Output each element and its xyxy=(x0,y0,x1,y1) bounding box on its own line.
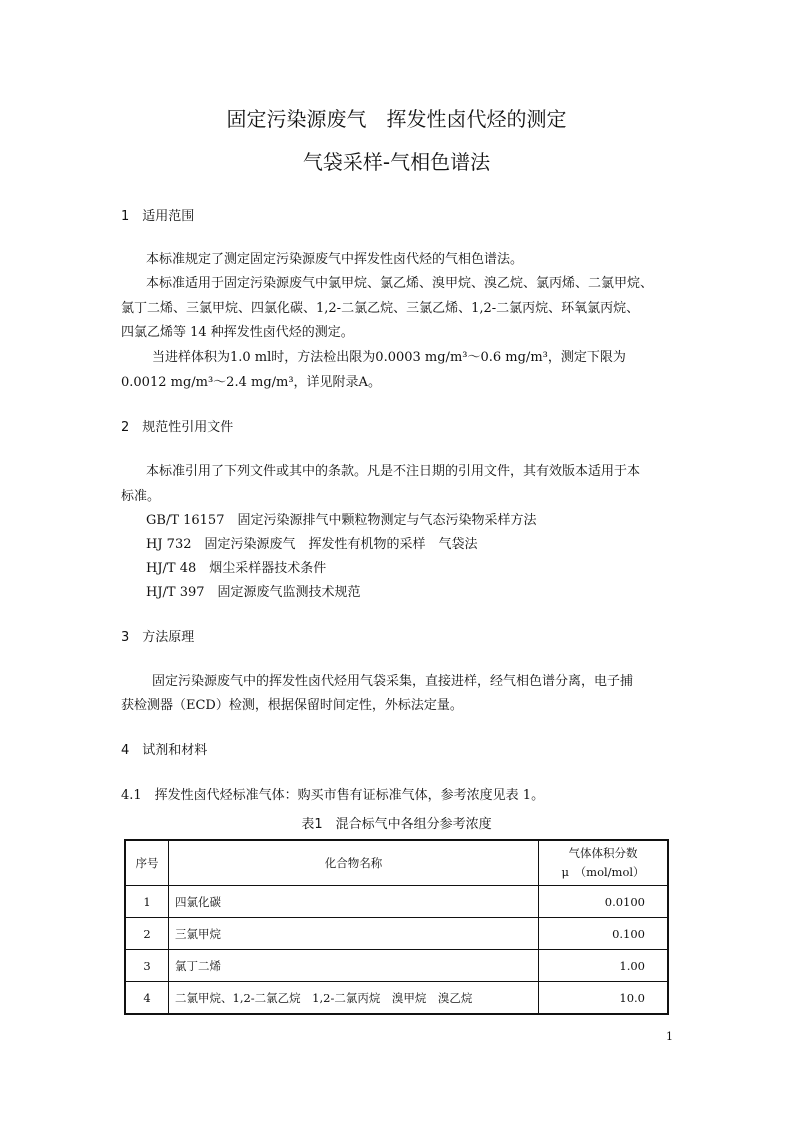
document-subtitle: 气袋采样-气相色谱法 xyxy=(302,150,491,174)
paragraph: 当进样体积为1.0 ml时，方法检出限为0.0003 mg/m³～0.6 mg/m³，测定下限为 xyxy=(152,350,626,365)
table-caption: 表1 混合标气中各组分参考浓度 xyxy=(301,817,492,832)
cell-no: 2 xyxy=(125,918,169,950)
cell-value: 0.100 xyxy=(539,918,669,950)
header-name: 化合物名称 xyxy=(169,840,539,886)
cell-no: 3 xyxy=(125,950,169,982)
table-header-row xyxy=(125,840,668,886)
section-heading-reagents: 4 试剂和材料 xyxy=(121,743,208,758)
section-heading-scope: 1 适用范围 xyxy=(121,209,195,224)
paragraph: 获检测器（ECD）检测，根据保留时间定性，外标法定量。 xyxy=(121,698,463,713)
reference-item: HJ 732 固定污染源废气 挥发性有机物的采样 气袋法 xyxy=(146,537,478,552)
section-heading-references: 2 规范性引用文件 xyxy=(121,420,234,435)
paragraph: 本标准适用于固定污染源废气中氯甲烷、氯乙烯、溴甲烷、溴乙烷、氯丙烯、二氯甲烷、 xyxy=(146,276,654,291)
reference-item: GB/T 16157 固定污染源排气中颗粒物测定与气态污染物采样方法 xyxy=(146,513,537,528)
table-row xyxy=(125,886,668,918)
paragraph: 本标准规定了测定固定污染源废气中挥发性卤代烃的气相色谱法。 xyxy=(146,252,524,267)
cell-name: 三氯甲烷 xyxy=(169,918,539,950)
paragraph: 四氯乙烯等 14 种挥发性卤代烃的测定。 xyxy=(121,325,354,340)
table-row xyxy=(125,950,668,982)
table-row xyxy=(125,918,668,950)
paragraph: 0.0012 mg/m³～2.4 mg/m³，详见附录A。 xyxy=(121,375,381,390)
paragraph: 本标准引用了下列文件或其中的条款。凡是不注日期的引用文件，其有效版本适用于本 xyxy=(146,464,641,479)
reference-item: HJ/T 48 烟尘采样器技术条件 xyxy=(146,561,327,576)
cell-name: 四氯化碳 xyxy=(169,886,539,918)
header-no: 序号 xyxy=(125,840,169,886)
cell-value: 1.00 xyxy=(539,950,669,982)
header-value xyxy=(539,840,669,886)
concentration-table xyxy=(124,839,669,1015)
paragraph: 标准。 xyxy=(121,489,161,504)
cell-no: 4 xyxy=(125,982,169,1015)
cell-name: 二氯甲烷、1,2-二氯乙烷 1,2-二氯丙烷 溴甲烷 溴乙烷 xyxy=(169,982,539,1015)
section-heading-principle: 3 方法原理 xyxy=(121,630,195,645)
header-value-line1: 气体体积分数 xyxy=(568,846,638,860)
table-row xyxy=(125,982,668,1015)
paragraph: 固定污染源废气中的挥发性卤代烃用气袋采集，直接进样，经气相色谱分离，电子捕 xyxy=(152,674,634,689)
cell-no: 1 xyxy=(125,886,169,918)
cell-value: 0.0100 xyxy=(539,886,669,918)
paragraph: 氯丁二烯、三氯甲烷、四氯化碳、1,2-二氯乙烷、三氯乙烯、1,2-二氯丙烷、环氧氯丙烷、 xyxy=(121,301,640,316)
header-value-line2: μ （mol/mol） xyxy=(561,865,645,879)
page-number: 1 xyxy=(666,1030,673,1043)
reference-item: HJ/T 397 固定源废气监测技术规范 xyxy=(146,585,361,600)
paragraph: 4.1 挥发性卤代烃标准气体：购买市售有证标准气体，参考浓度见表 1。 xyxy=(121,788,545,803)
document-title: 固定污染源废气 挥发性卤代烃的测定 xyxy=(226,107,567,131)
cell-name: 氯丁二烯 xyxy=(169,950,539,982)
cell-value: 10.0 xyxy=(539,982,669,1015)
